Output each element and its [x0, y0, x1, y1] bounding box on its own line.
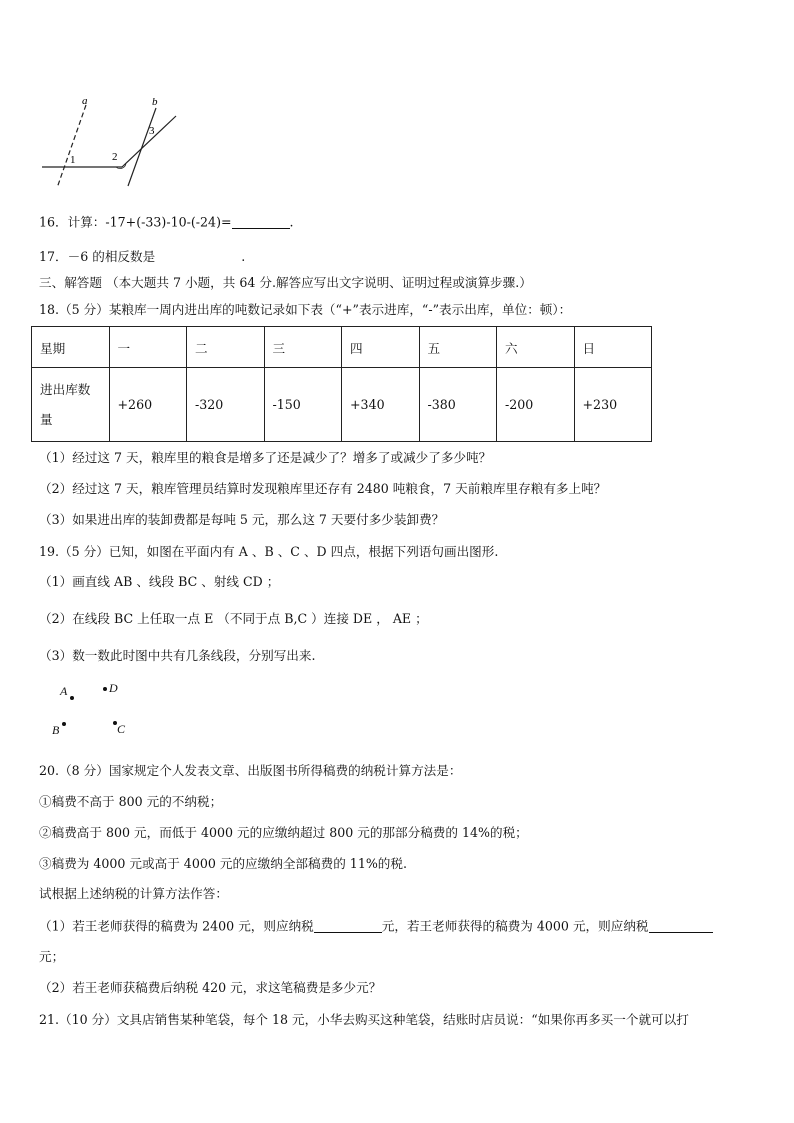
q20-sub1-part-b: 元，若王老师获得的稿费为 4000 元，则应纳税: [381, 918, 649, 934]
table-cell: 五: [419, 327, 497, 368]
point-c-label: C: [117, 722, 126, 736]
q20-blank-1[interactable]: [314, 920, 382, 933]
q20-sub-1: [39, 920, 713, 933]
q20-sub-2: （2）若王老师获稿费后纳税 420 元，求这笔稿费是多少元？: [39, 980, 382, 995]
table-cell: +260: [109, 368, 187, 442]
label-1: 1: [70, 154, 76, 166]
q20-rule-3: ③稿费为 4000 元或高于 4000 元的应缴纳全部稿费的 11%的税.: [39, 856, 407, 871]
parallel-lines-figure: [30, 90, 190, 195]
q16-text: 16．计算：-17+(-33)-10-(-24)=: [39, 214, 232, 230]
question-21: 21.（10 分）文具店销售某种笔袋，每个 18 元，小华去购买这种笔袋，结账时店员说：“如果你再多买一个就可以打: [39, 1012, 689, 1027]
table-cell: -380: [419, 368, 497, 442]
q18-sub-2: （2）经过这 7 天，粮库管理员结算时发现粮库里还存有 2480 吨粮食，7 天前粮库里存粮有多上吨？: [39, 481, 607, 496]
q19-sub-3: （3）数一数此时图中共有几条线段，分别写出来.: [39, 648, 316, 663]
q20-rule-2: ②稿费高于 800 元，而低于 4000 元的应缴纳超过 800 元的那部分稿费的 14%的税；: [39, 825, 528, 840]
q20-rule-1: ①稿费不高于 800 元的不纳税；: [39, 794, 223, 809]
question-16: [39, 216, 294, 229]
label-3: 3: [149, 125, 155, 137]
section-3-heading: 三、解答题 （本大题共 7 小题，共 64 分.解答应写出文字说明、证明过程或演算步骤.）: [39, 275, 532, 290]
label-a: a: [82, 95, 88, 107]
table-cell: -320: [187, 368, 265, 442]
question-17: [39, 251, 245, 264]
warehouse-table: [31, 326, 652, 442]
row-label-line-1: 进出库数: [40, 381, 91, 397]
question-19: 19.（5 分）已知，如图在平面内有 A 、B 、C 、D 四点，根据下列语句画出图形.: [39, 544, 499, 559]
point-b-label: B: [52, 723, 60, 737]
transversal-line: [122, 116, 176, 167]
label-2: 2: [112, 151, 118, 163]
question-20: 20.（8 分）国家规定个人发表文章、出版图书所得稿费的纳税计算方法是：: [39, 763, 462, 778]
point-b-dot: [62, 722, 66, 726]
point-d-label: D: [109, 681, 118, 695]
line-a: [57, 105, 86, 188]
question-18: 18.（5 分）某粮库一周内进出库的吨数记录如下表（“+”表示进库，“-”表示出库，单位：顿）：: [39, 302, 572, 317]
table-row-label: [32, 368, 110, 442]
q16-answer-blank[interactable]: [232, 216, 290, 229]
table-cell: 一: [109, 327, 187, 368]
table-cell: 四: [342, 327, 420, 368]
q16-suffix: .: [289, 214, 294, 230]
q20-blank-2[interactable]: [649, 920, 713, 933]
table-cell: 日: [574, 327, 652, 368]
table-cell: -200: [497, 368, 575, 442]
point-a-dot: [70, 696, 74, 700]
table-cell: 三: [264, 327, 342, 368]
q20-intro: 试根据上述纳税的计算方法作答：: [39, 886, 228, 901]
q17-text: 17．－6 的相反数是: [39, 249, 156, 264]
table-cell: 六: [497, 327, 575, 368]
q18-sub-1: （1）经过这 7 天，粮库里的粮食是增多了还是减少了？增多了或减少了多少吨？: [39, 450, 492, 465]
q20-sub1-part-a: （1）若王老师获得的稿费为 2400 元，则应纳税: [39, 918, 314, 934]
point-a-label: A: [60, 684, 68, 698]
label-b: b: [152, 96, 158, 108]
table-header-row: [32, 327, 652, 368]
q19-sub-2: （2）在线段 BC 上任取一点 E （不同于点 B,C ）连接 DE ， AE ；: [39, 611, 428, 626]
table-cell: 二: [187, 327, 265, 368]
points-figure: [50, 678, 140, 738]
q17-suffix: .: [241, 249, 246, 264]
q18-sub-3: （3）如果进出库的装卸费都是每吨 5 元，那么这 7 天要付多少装卸费？: [39, 512, 445, 527]
table-row: [32, 368, 652, 442]
table-cell: +340: [342, 368, 420, 442]
table-cell: +230: [574, 368, 652, 442]
row-label-line-2: 量: [40, 411, 53, 427]
q20-sub-1-end: 元；: [39, 949, 65, 964]
table-cell: -150: [264, 368, 342, 442]
table-cell: 星期: [32, 327, 110, 368]
point-d-dot: [103, 687, 107, 691]
line-b: [128, 108, 156, 186]
q19-sub-1: （1）画直线 AB 、线段 BC 、射线 CD ；: [39, 574, 280, 589]
